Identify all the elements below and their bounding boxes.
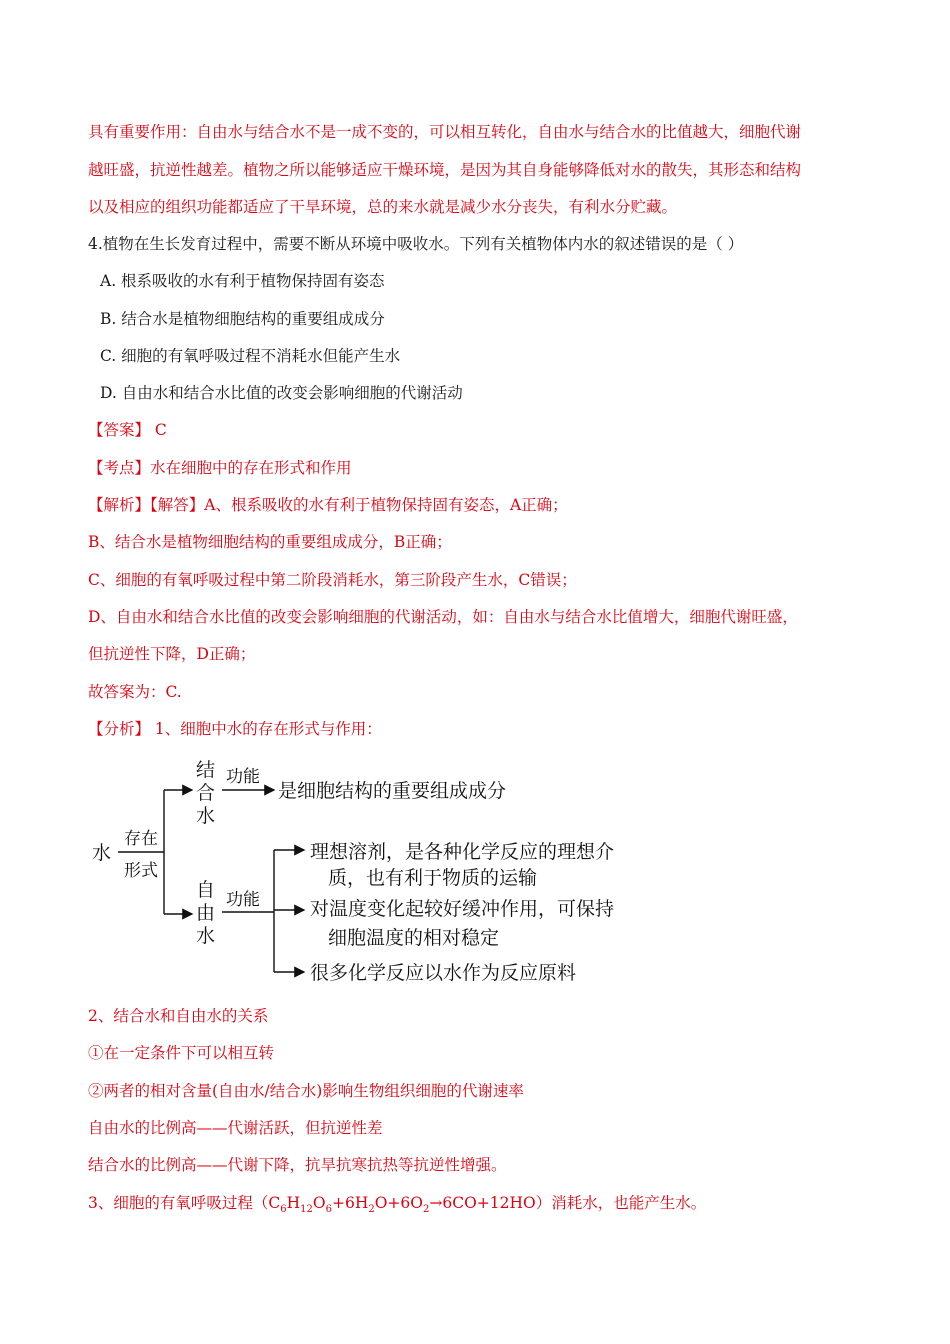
jiexi-line-1: 【解析】【解答】A、根系吸收的水有利于植物保持固有姿态，A正确； — [88, 496, 568, 514]
intro-line-1: 具有重要作用：自由水与结合水不是一成不变的，可以相互转化，自由水与结合水的比值越大，细胞代谢 — [88, 123, 802, 141]
question-stem: 4.植物在生长发育过程中，需要不断从环境中吸收水。下列有关植物体内水的叙述错误的是（ ） — [88, 235, 744, 253]
relation-title: 2、结合水和自由水的关系 — [88, 1007, 269, 1025]
free-water-3: 水 — [196, 925, 216, 947]
func-label-2: 功能 — [226, 890, 260, 910]
fenxi-line-1: 【分析】 1、细胞中水的存在形式与作用： — [88, 720, 382, 738]
bound-water-2: 合 — [196, 782, 216, 804]
answer-line: 【答案】 C — [88, 421, 167, 439]
kaodian-line: 【考点】水在细胞中的存在形式和作用 — [88, 459, 352, 477]
bound-water-1: 结 — [196, 759, 216, 781]
intro-line-3: 以及相应的组织功能都适应了干旱环境，总的来水就是减少水分丧失，有利水分贮藏。 — [88, 198, 678, 216]
func-label-1: 功能 — [226, 767, 260, 787]
jiexi-line-5: 但抗逆性下降，D正确； — [88, 645, 256, 663]
relation-free-high: 自由水的比例高——代谢活跃，但抗逆性差 — [88, 1119, 383, 1137]
relation-item-2: ②两者的相对含量(自由水/结合水)影响生物组织细胞的代谢速率 — [88, 1082, 524, 1100]
free-water-1: 自 — [196, 879, 216, 901]
relation-item-1: ①在一定条件下可以相互转 — [88, 1044, 275, 1062]
free-func-3: 很多化学反应以水作为反应原料 — [310, 962, 577, 984]
option-d: D. 自由水和结合水比值的改变会影响细胞的代谢活动 — [100, 384, 463, 402]
respiration-line: 3、细胞的有氧呼吸过程$(C_6H_{12}O_6+6H_2O+6O_2\to 6CO+12HO)$消耗水，也能产生水。 — [88, 1194, 707, 1215]
diagram-exist-bottom: 形式 — [124, 861, 158, 881]
diagram-exist-top: 存在 — [124, 829, 158, 849]
relation-bound-high: 结合水的比例高——代谢下降，抗旱抗寒抗热等抗逆性增强。 — [88, 1156, 507, 1174]
free-water-2: 由 — [196, 902, 216, 924]
option-c: C. 细胞的有氧呼吸过程不消耗水但能产生水 — [100, 347, 401, 365]
option-b: B. 结合水是植物细胞结构的重要组成成分 — [100, 310, 385, 328]
diagram-root: 水 — [92, 842, 112, 864]
free-func-2a: 对温度变化起较好缓冲作用，可保持 — [310, 898, 615, 920]
jiexi-line-4: D、自由水和结合水比值的改变会影响细胞的代谢活动，如：自由水与结合水比值增大，细胞代谢旺盛， — [88, 608, 798, 626]
free-func-1a: 理想溶剂，是各种化学反应的理想介 — [310, 841, 615, 863]
jiexi-line-3: C、细胞的有氧呼吸过程中第二阶段消耗水，第三阶段产生水，C错误； — [88, 571, 577, 589]
free-func-2b: 细胞温度的相对稳定 — [328, 927, 500, 949]
water-forms-diagram — [88, 752, 658, 992]
jiexi-line-2: B、结合水是植物细胞结构的重要组成成分，B正确； — [88, 533, 452, 551]
free-func-1b: 质，也有利于物质的运输 — [328, 867, 538, 889]
bound-func: 是细胞结构的重要组成成分 — [278, 780, 507, 802]
intro-line-2: 越旺盛，抗逆性越差。植物之所以能够适应干燥环境，是因为其自身能够降低对水的散失，其形态和结构 — [88, 161, 802, 179]
option-a: A. 根系吸收的水有利于植物保持固有姿态 — [100, 272, 385, 290]
bound-water-3: 水 — [196, 805, 216, 827]
jiexi-line-6: 故答案为：C. — [88, 683, 182, 701]
